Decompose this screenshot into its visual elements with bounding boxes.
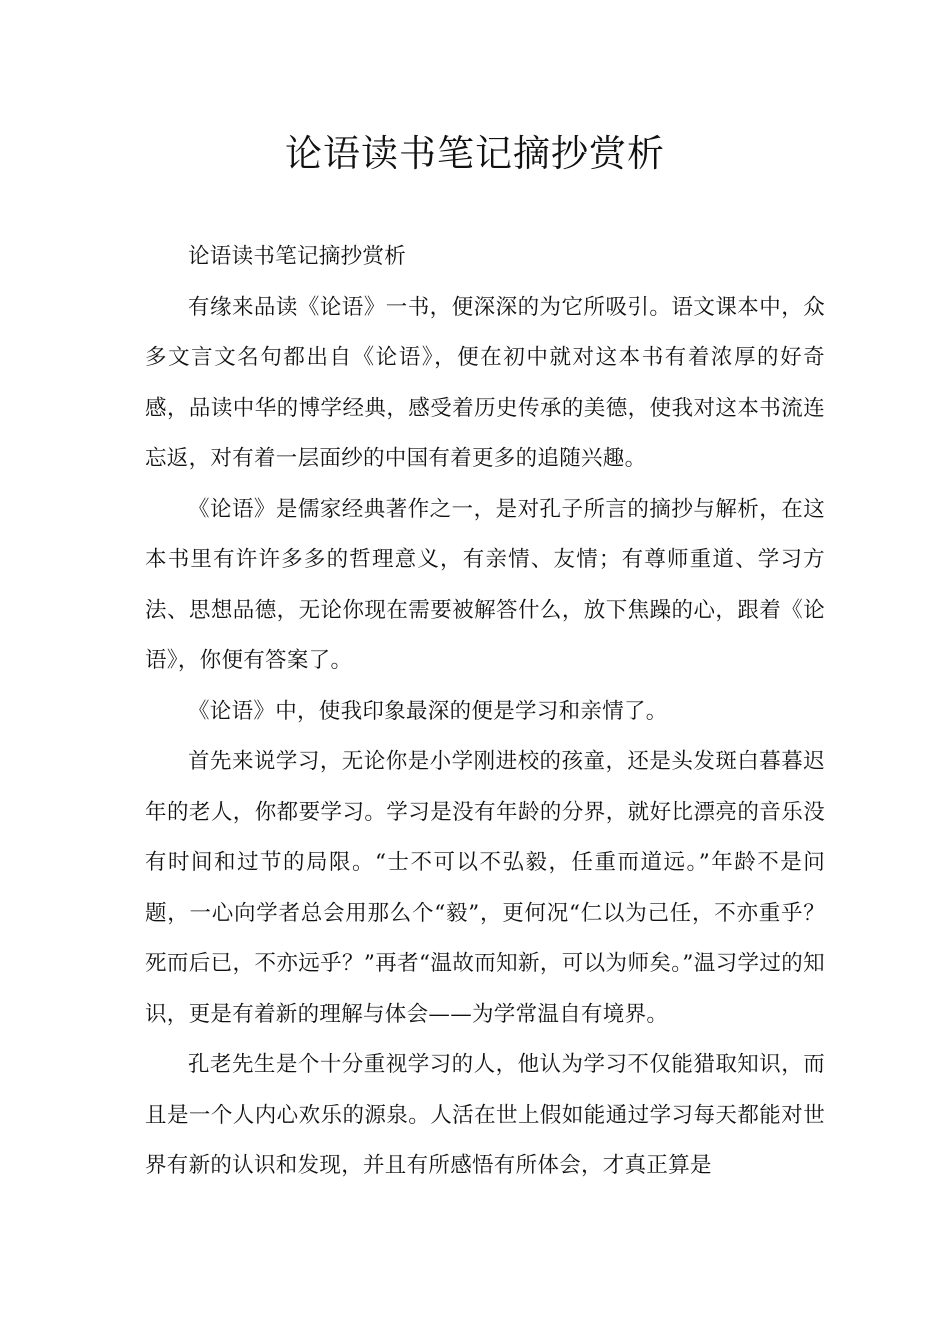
paragraph-learning: 首先来说学习，无论你是小学刚进校的孩童，还是头发斑白暮暮迟年的老人，你都要学习。学习是没有年龄的分界，就好比漂亮的音乐没有时间和过节的局限。“士不可以不弘毅，任重而道远。”年龄不是问题，一心向学者总会用那么个“毅”，更何况“仁以为己任，不亦重乎？死而后已，不亦远乎？”再者“温故而知新，可以为师矣。”温习学过的知识，更是有着新的理解与体会——为学常温自有境界。	[145, 749, 825, 1027]
document-title: 论语读书笔记摘抄赏析	[285, 132, 665, 175]
paragraph-impression: 《论语》中，使我印象最深的便是学习和亲情了。	[188, 698, 668, 724]
paragraph-confucius: 孔老先生是个十分重视学习的人，他认为学习不仅能猎取知识，而且是一个人内心欢乐的源泉。人活在世上假如能通过学习每天都能对世界有新的认识和发现，并且有所感悟有所体会，才真正算是	[145, 1052, 825, 1178]
document-body	[145, 232, 825, 1192]
paragraph-about-lunyu: 《论语》是儒家经典著作之一，是对孔子所言的摘抄与解析，在这本书里有许许多多的哲理意义，有亲情、友情；有尊师重道、学习方法、思想品德，无论你现在需要被解答什么，放下焦躁的心，跟着《论语》，你便有答案了。	[145, 496, 825, 673]
paragraph-subtitle: 论语读书笔记摘抄赏析	[188, 244, 407, 269]
paragraph-intro: 有缘来品读《论语》一书，便深深的为它所吸引。语文课本中，众多文言文名句都出自《论语》，便在初中就对这本书有着浓厚的好奇感，品读中华的博学经典，感受着历史传承的美德，使我对这本书流连忘返，对有着一层面纱的中国有着更多的追随兴趣。	[145, 294, 825, 471]
